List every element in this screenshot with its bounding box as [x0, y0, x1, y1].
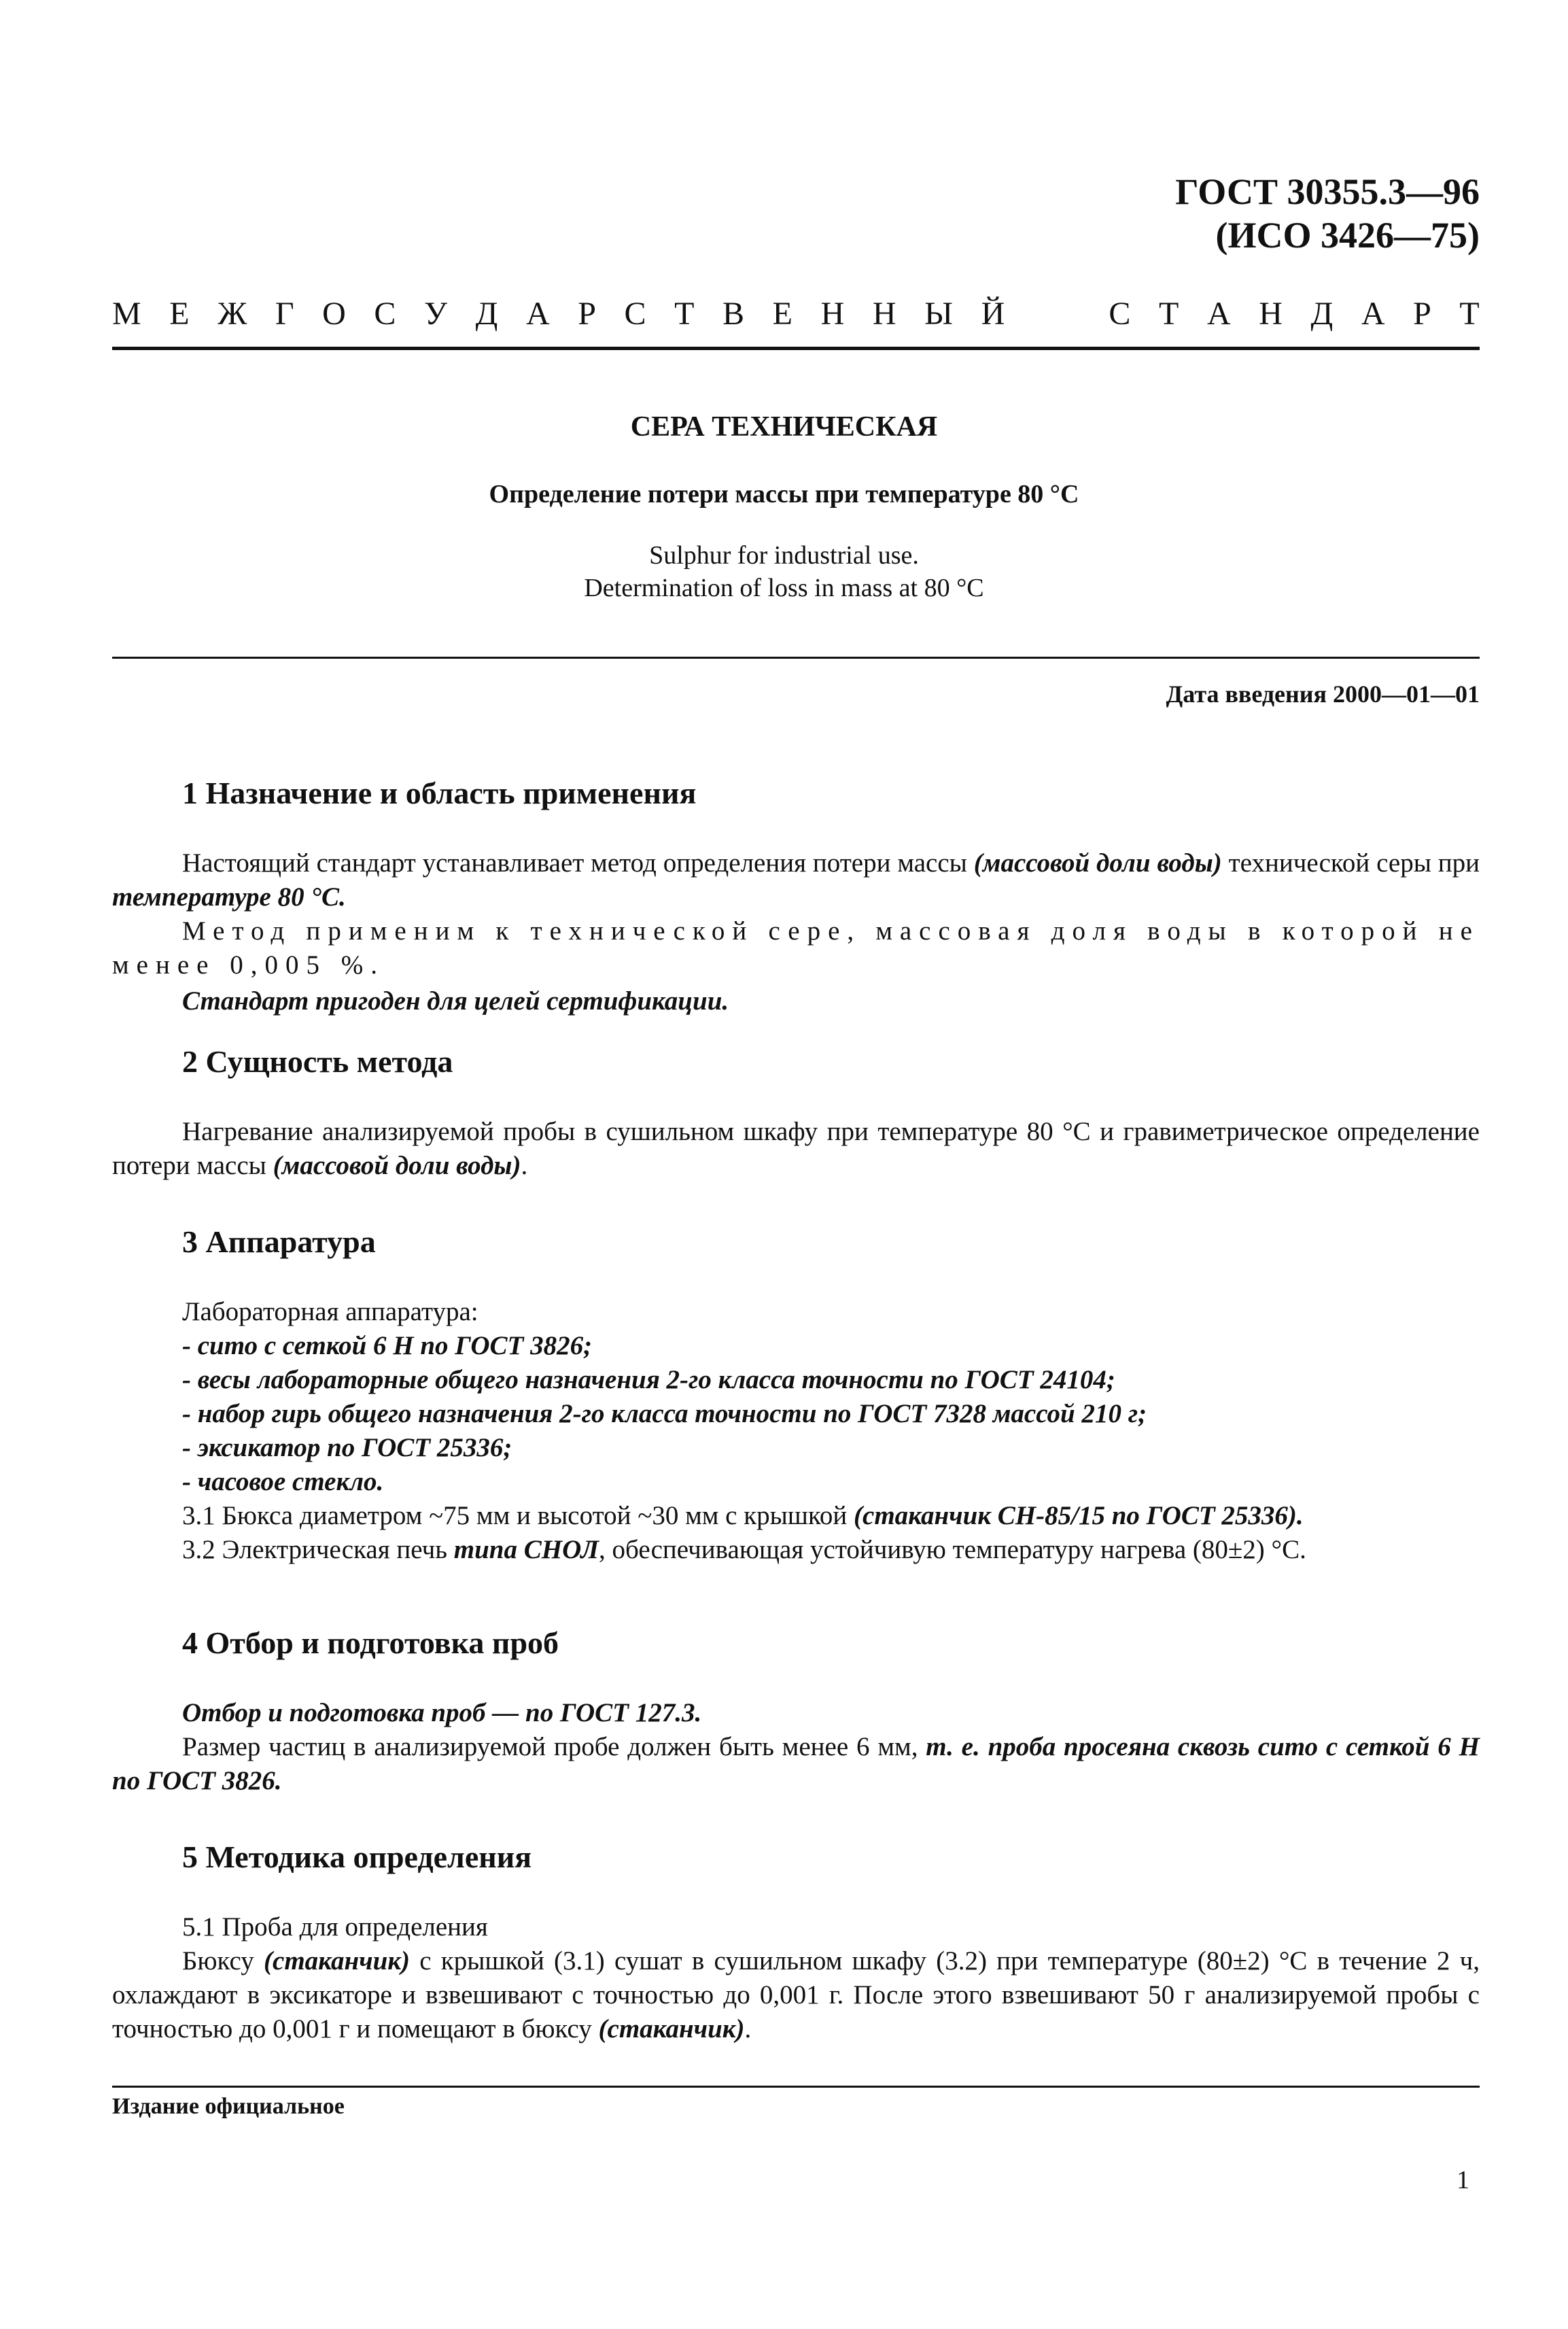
interstate-letter: Ж [217, 296, 247, 332]
section-2-text: Нагревание анализируемой пробы в сушильном шкафу при температуре 80 °С и гравиметрическое определение потери массы [112, 1117, 1480, 1180]
section-2-paragraph [112, 1115, 1480, 1183]
standard-letter: Т [1459, 296, 1480, 332]
title-rule [112, 657, 1480, 659]
clause-3-2-text-2: , обеспечивающая устойчивую температуру нагрева (80±2) °С. [599, 1535, 1306, 1564]
section-4-paragraph-1 [112, 1696, 1480, 1730]
clause-3-1 [112, 1499, 1480, 1533]
clause-3-2 [112, 1533, 1480, 1567]
section-1-paragraph-3 [112, 984, 1480, 1018]
section-5-heading: 5 Методика определения [182, 1840, 532, 1874]
section-1-p1-emphasis-1: (массовой доли воды) [973, 848, 1222, 878]
section-1-heading: 1 Назначение и область применения [182, 776, 697, 810]
standard-letter: Р [1413, 296, 1431, 332]
clause-3-1-text: 3.1 Бюкса диаметром ~75 мм и высотой ~30 мм с крышкой [182, 1501, 854, 1530]
standard-letter: Д [1310, 296, 1334, 332]
section-4-p2-emphasis: т. е. проба просеяна сквозь сито с сеткой 6 Н по ГОСТ 3826. [112, 1732, 1480, 1795]
section-3-body [112, 1295, 1480, 1567]
page-number: 1 [1457, 2166, 1469, 2194]
introduction-date: Дата введения 2000—01—01 [1166, 680, 1480, 708]
english-title-line2: Determination of loss in mass at 80 °C [584, 574, 984, 602]
clause-3-2-emphasis: типа СНОЛ [453, 1535, 599, 1564]
section-1-paragraph-2: Метод применим к технической сере, массовая доля воды в которой не менее 0,005 %. [112, 916, 1480, 980]
interstate-letter: Т [674, 296, 695, 332]
section-2-heading: 2 Сущность метода [182, 1044, 453, 1079]
section-2-end: . [521, 1151, 528, 1180]
section-4-body [112, 1696, 1480, 1798]
section-5-end: . [744, 2014, 752, 2043]
interstate-letter: Н [820, 296, 845, 332]
apparatus-item: - эксикатор по ГОСТ 25336; [112, 1431, 1480, 1465]
section-1-p1-mid: технической серы при [1221, 848, 1480, 878]
standard-letter: С [1109, 296, 1131, 332]
clause-3-1-emphasis: (стаканчик СН-85/15 по ГОСТ 25336). [854, 1501, 1304, 1530]
interstate-letter: М [112, 296, 141, 332]
interstate-letter: Р [578, 296, 596, 332]
footer-rule [112, 2086, 1480, 2088]
section-3-heading: 3 Аппаратура [182, 1224, 376, 1259]
section-5-emphasis-1: (стаканчик) [264, 1946, 411, 1976]
section-2-emphasis: (массовой доли воды) [273, 1151, 521, 1180]
interstate-letter: Ы [924, 296, 953, 332]
standard-letter: А [1206, 296, 1231, 332]
section-1-p1-emphasis-2: температуре 80 °С. [112, 882, 346, 912]
gost-designation [1004, 170, 1480, 257]
english-title-line1: Sulphur for industrial use. [649, 541, 919, 570]
apparatus-item: - часовое стекло. [112, 1465, 1480, 1499]
section-4-p2-text: Размер частиц в анализируемой пробе должен быть менее 6 мм, [182, 1732, 926, 1761]
section-5-text-2: с крышкой (3.1) сушат в сушильном шкафу (3.2) при температуре (80±2) °С в течение 2 ч, охлаждают в эксикаторе и взвешивают с точностью до 0,001 г. После этого взвешивают 50 г анализируемой пробы с точностью до 0,001 г и помещают в бюксу [112, 1946, 1480, 2043]
iso-number: (ИСО 3426—75) [1215, 215, 1480, 256]
interstate-letter: Й [981, 296, 1005, 332]
edition-label: Издание официальное [112, 2094, 345, 2119]
interstate-letter: В [722, 296, 745, 332]
standard-letter: А [1361, 296, 1385, 332]
interstate-letter: А [525, 296, 550, 332]
interstate-letter: О [322, 296, 346, 332]
section-4-p1-emphasis: Отбор и подготовка проб — по ГОСТ 127.3. [182, 1698, 702, 1727]
word-gap [1033, 294, 1081, 334]
section-4-paragraph-2 [112, 1730, 1480, 1798]
interstate-letter: С [624, 296, 646, 332]
interstate-letter: Д [475, 296, 498, 332]
interstate-letter: Е [772, 296, 792, 332]
section-4-heading: 4 Отбор и подготовка проб [182, 1625, 559, 1660]
interstate-letter: Е [169, 296, 190, 332]
apparatus-intro: Лабораторная аппаратура: [182, 1297, 478, 1326]
interstate-standard-banner [112, 294, 1480, 334]
standard-letter: Н [1259, 296, 1283, 332]
clause-3-2-text-1: 3.2 Электрическая печь [182, 1535, 454, 1564]
gost-number: ГОСТ 30355.3—96 [1175, 171, 1480, 212]
document-title: СЕРА ТЕХНИЧЕСКАЯ [630, 411, 938, 443]
document-subtitle: Определение потери массы при температуре 80 °С [489, 480, 1079, 508]
interstate-letter: Н [872, 296, 896, 332]
section-5-text-1: Бюксу [182, 1946, 264, 1976]
section-1-paragraph-1 [112, 846, 1480, 914]
section-5-paragraph [112, 1944, 1480, 2046]
section-1-p3-emphasis: Стандарт пригоден для целей сертификации. [182, 986, 729, 1016]
apparatus-item: - набор гирь общего назначения 2-го класса точности по ГОСТ 7328 массой 210 г; [112, 1397, 1480, 1431]
section-5-body [112, 1910, 1480, 2046]
apparatus-item: - сито с сеткой 6 Н по ГОСТ 3826; [112, 1329, 1480, 1363]
interstate-letter: У [424, 296, 448, 332]
standard-letter: Т [1159, 296, 1179, 332]
header-rule [112, 347, 1480, 350]
interstate-letter: С [374, 296, 396, 332]
interstate-letter: Г [275, 296, 294, 332]
section-1-p1-text: Настоящий стандарт устанавливает метод определения потери массы [182, 848, 974, 878]
section-5-emphasis-2: (стаканчик) [598, 2014, 745, 2043]
clause-5-1: 5.1 Проба для определения [182, 1912, 488, 1942]
apparatus-item: - весы лабораторные общего назначения 2-го класса точности по ГОСТ 24104; [112, 1363, 1480, 1397]
